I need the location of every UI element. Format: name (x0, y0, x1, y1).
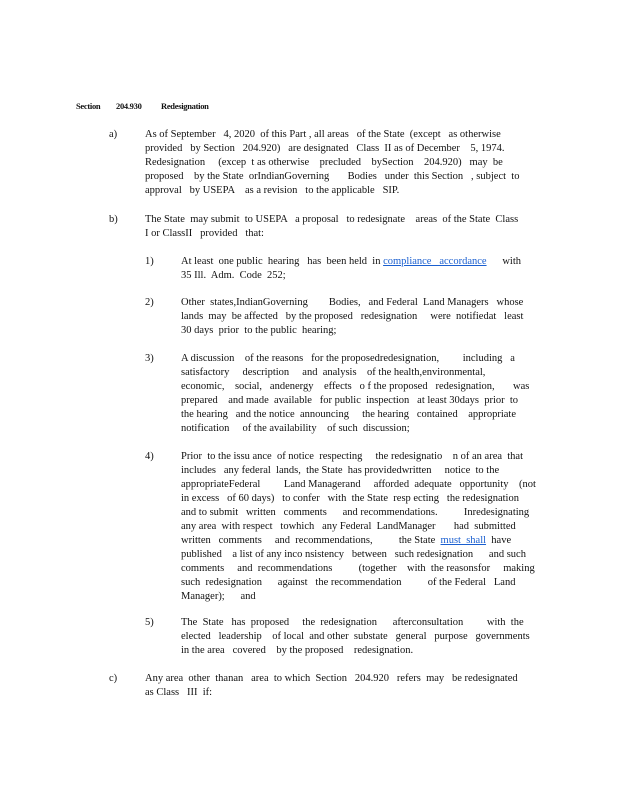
text-fragment: written comments and recommendations, the State (181, 535, 441, 546)
text-line: and to submit written comments and recommendations. Inredesignating (181, 507, 530, 518)
text-line: 35 Ill. Adm. Code 252; (181, 270, 286, 281)
text-fragment: At least one public hearing has been held in (181, 256, 384, 267)
text-line: The State has proposed the redesignation afterconsultation with the (181, 617, 524, 628)
text-line: proposed by the State orIndianGoverning Bodies under this Section , subject to (145, 171, 520, 182)
text-line (181, 534, 536, 548)
text-line: the hearing and the notice announcing the hearing contained appropriate (181, 409, 517, 420)
text-line: in excess of 60 days) to confer with the State resp ecting the redesignation (181, 493, 519, 504)
text-line: prepared and made available for public inspection at least 30days prior to (181, 395, 519, 406)
text-line: economic, social, andenergy effects o f the proposed redesignation, was (181, 381, 530, 392)
text-line: published a list of any inco nsistency between such redesignation and such (181, 549, 526, 560)
text-fragment: have (486, 535, 512, 546)
text-fragment: with (486, 256, 521, 267)
text-line: comments and recommendations (together with the reasonsfor making (181, 563, 535, 574)
text-line: provided by Section 204.920) are designated Class II as of December 5, 1974. (145, 143, 505, 154)
item-b3-marker: 3) (145, 353, 154, 364)
section-heading (76, 101, 209, 111)
item-b5-paragraph (181, 616, 530, 658)
compliance-accordance-link[interactable]: compliance accordance (383, 256, 487, 267)
text-line: lands may be affected by the proposed redesignation were notifiedat least (181, 311, 524, 322)
text-line: such redesignation against the recommendation of the Federal Land (181, 577, 516, 588)
text-line: I or ClassII provided that: (145, 228, 264, 239)
item-b4-marker: 4) (145, 451, 154, 462)
text-line: Any area other thanan area to which Section 204.920 refers may be redesignated (145, 673, 518, 684)
text-line: approval by USEPA as a revision to the applicable SIP. (145, 185, 400, 196)
item-b-marker: b) (109, 214, 118, 225)
text-line: as Class III if: (145, 687, 213, 698)
text-line: any area with respect towhich any Federal LandManager had submitted (181, 521, 516, 532)
item-b2-paragraph (181, 296, 523, 338)
item-b4-paragraph (181, 450, 536, 604)
text-line: notification of the availability of such discussion; (181, 423, 410, 434)
section-label: Section (76, 101, 101, 111)
must-shall-link[interactable]: must shall (440, 535, 487, 546)
item-b3-paragraph (181, 352, 529, 436)
text-line: Manager); and (181, 591, 256, 602)
text-line: 30 days prior to the public hearing; (181, 325, 337, 336)
item-c-marker: c) (109, 673, 118, 684)
item-b2-marker: 2) (145, 297, 154, 308)
section-title: Redesignation (161, 101, 209, 111)
text-line: As of September 4, 2020 of this Part , all areas of the State (except as otherwise (145, 129, 501, 140)
text-line: in the area covered by the proposed redesignation. (181, 645, 414, 656)
text-line: includes any federal lands, the State has providedwritten notice to the (181, 465, 500, 476)
item-b-paragraph (145, 213, 518, 241)
section-number: 204.930 (116, 101, 142, 111)
item-b1-marker: 1) (145, 256, 154, 267)
item-a-marker: a) (109, 129, 118, 140)
text-line: Prior to the issu ance of notice respecting the redesignatio n of an area that (181, 451, 524, 462)
text-line: elected leadership of local and other substate general purpose governments (181, 631, 530, 642)
item-a-paragraph (145, 128, 519, 198)
text-line: The State may submit to USEPA a proposal to redesignate areas of the State Class (145, 214, 519, 225)
text-line: satisfactory description and analysis of the health,environmental, (181, 367, 486, 378)
text-line (181, 255, 521, 269)
item-b5-marker: 5) (145, 617, 154, 628)
text-line: A discussion of the reasons for the proposedredesignation, including a (181, 353, 515, 364)
text-line: Redesignation (excep t as otherwise precluded bySection 204.920) may be (145, 157, 503, 168)
text-line: appropriateFederal Land Managerand afforded adequate opportunity (not (181, 479, 536, 490)
item-c-paragraph (145, 672, 518, 700)
text-line: Other states,IndianGoverning Bodies, and Federal Land Managers whose (181, 297, 524, 308)
item-b1-paragraph (181, 255, 521, 283)
